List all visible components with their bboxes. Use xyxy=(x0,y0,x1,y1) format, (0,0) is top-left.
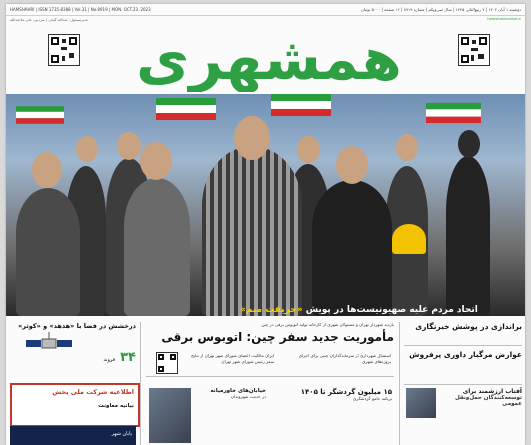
logo-text: همشهری xyxy=(136,25,402,92)
iran-flag-icon-4 xyxy=(426,102,481,124)
bottom-banner-text: پایان شهر xyxy=(111,431,132,437)
satellite-icon xyxy=(24,330,74,356)
bus-body-1: استقبال شهرداری از سرمایه‌گذاران چینی برای اجرای پروژه‌های شهری xyxy=(298,353,391,364)
left-column xyxy=(10,322,136,330)
sub-story-1[interactable] xyxy=(194,388,266,400)
row-divider xyxy=(404,345,522,346)
crowd-head xyxy=(76,136,98,162)
right-headline-3: آفتاب ارزشمند برای xyxy=(462,388,522,395)
crowd-figure xyxy=(446,156,490,316)
front-head xyxy=(234,116,270,160)
iran-flag-icon-2 xyxy=(266,94,336,116)
portrait-photo xyxy=(406,388,436,418)
hard-hat-icon xyxy=(392,224,426,254)
iran-flag-icon-3 xyxy=(16,104,64,126)
crowd-head-chador xyxy=(458,130,480,158)
notice-title: اطلاعیه شرکت ملی پخش xyxy=(52,388,134,396)
staff-credits: مدیرمسئول: عبدالله گنجی | سردبیر: علی ملا‌عبدالله xyxy=(10,18,88,22)
right-column xyxy=(404,322,522,331)
sub-story-2[interactable] xyxy=(272,388,392,402)
front-figure xyxy=(312,180,392,316)
campaign-tag-text: اتحاد مردم علیه صهیونیست‌ها در پویش xyxy=(305,305,478,315)
column-divider xyxy=(399,322,400,445)
bottom-banner[interactable] xyxy=(10,426,136,445)
lead-photo xyxy=(6,94,525,316)
crowd-head xyxy=(297,136,320,163)
front-figure-scarf xyxy=(202,146,302,316)
right-story-3[interactable] xyxy=(440,388,522,407)
hamshahri-logo-icon xyxy=(104,24,434,92)
front-head xyxy=(32,152,62,188)
front-figure xyxy=(16,188,80,316)
sub-story-2-text: برنامه جامع گردشگری xyxy=(353,396,392,401)
website-link[interactable]: hamshahrionline.ir xyxy=(487,17,521,21)
campaign-tag xyxy=(240,305,478,315)
campaign-tag-name: «حریفت منم» xyxy=(240,305,303,315)
stat-unit: فروند xyxy=(103,357,116,363)
newspaper-page xyxy=(6,4,525,445)
qr-code-right[interactable] xyxy=(458,34,490,66)
stat-block xyxy=(72,346,136,365)
bus-headline[interactable]: مأموریت جدید سفر چین: اتوبوس برقی xyxy=(161,329,394,344)
space-kicker[interactable]: درخشش در فضا با «هدهد» و «کوثر» xyxy=(18,322,136,330)
story-photo xyxy=(149,388,191,443)
crowd-head xyxy=(117,132,141,160)
qr-code-bus[interactable] xyxy=(156,352,178,374)
qr-code-left[interactable] xyxy=(48,34,80,66)
bus-kicker: بازدید شهردار تهران و مسئولان شهری از کارخانه تولید اتوبوس برقی در چین xyxy=(261,322,394,327)
column-divider xyxy=(140,322,141,445)
issue-info-persian: دوشنبه ۱ آبان ۱۴۰۲ | ۷ ربیع‌الثانی ۱۴۴۵ | سال سی‌ویکم | شماره ۸۹۱۹ | ۱۶ صفحه | ۵۰۰۰ تومان xyxy=(360,7,521,12)
crowd-head xyxy=(396,134,418,161)
masthead-logo xyxy=(104,24,434,92)
row-divider xyxy=(404,384,522,385)
right-story-2 xyxy=(404,350,522,359)
notice-sub: بیانیه معاونت xyxy=(98,403,134,409)
front-head xyxy=(140,142,172,180)
right-headline-1[interactable]: براندازی در پوشش خبرنگاری xyxy=(415,322,522,331)
right-headline-3b: توسعه‌کنندگان حمل‌ونقل عمومی xyxy=(454,395,522,407)
right-headline-2[interactable]: عوارض مرگبار داوری پرفروش xyxy=(409,350,522,359)
row-divider xyxy=(146,376,394,377)
issue-info-latin: HAMSHAHRI | ISSN 1735-8388 | Vol.31 | No.8919 | MON. OCT.23 .2023 xyxy=(10,7,151,12)
middle-column xyxy=(146,322,394,344)
front-figure xyxy=(124,178,190,316)
stat-number: ۳۴ xyxy=(120,350,136,365)
sub-story-2-title: ۱۵ میلیون گردشگر تا ۱۴۰۵ xyxy=(300,388,392,396)
sub-story-1-title: خیابان‌های خاورمیانه xyxy=(210,388,266,394)
sub-story-1-text: در خدمت شهروندان xyxy=(230,394,266,399)
front-head xyxy=(336,146,368,184)
iran-flag-icon xyxy=(156,98,216,120)
bus-body-2: ایران مالکیت اعضای شورای شهر تهران از نتایج سفر رئیس شورای شهر تهران xyxy=(191,353,274,364)
notice-box[interactable] xyxy=(10,383,140,427)
